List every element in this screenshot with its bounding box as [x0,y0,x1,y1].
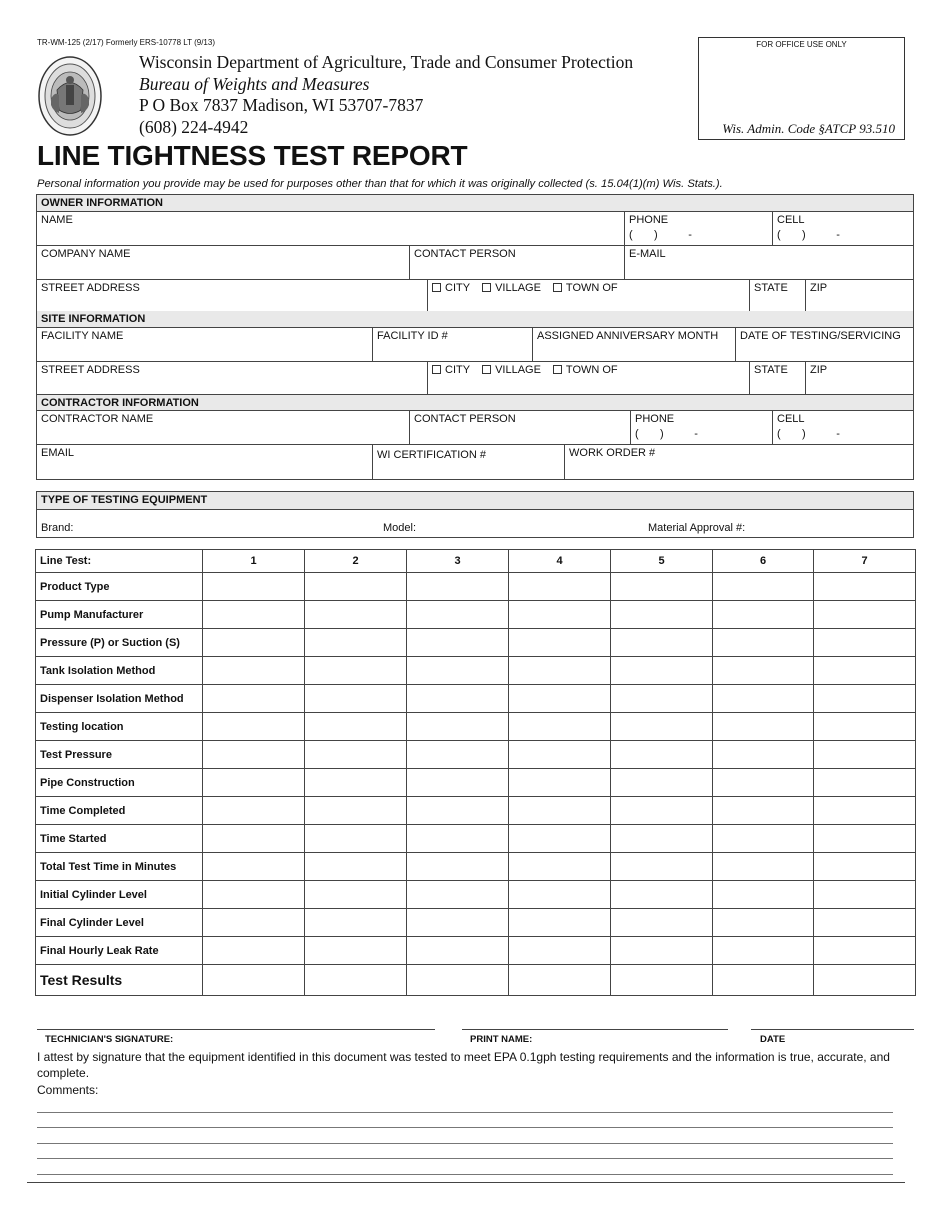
owner-company-field[interactable] [37,246,409,279]
comment-line[interactable] [37,1174,893,1175]
owner-information-section [36,194,914,315]
wisconsin-seal-icon [37,55,103,137]
contractor-name-label: CONTRACTOR NAME [41,413,154,425]
table-row [36,965,916,996]
table-cell[interactable] [713,601,814,629]
owner-phone-field[interactable] [624,212,772,245]
row-label: Pipe Construction [36,769,203,797]
date-line[interactable] [751,1029,914,1030]
table-cell[interactable] [814,853,916,881]
table-cell[interactable] [713,685,814,713]
row-label: Tank Isolation Method [36,657,203,685]
owner-street-field[interactable] [37,280,427,314]
table-cell[interactable] [611,629,713,657]
table-cell[interactable] [203,629,305,657]
checkbox-icon[interactable] [553,365,562,374]
checkbox-icon[interactable] [482,283,491,292]
table-row [36,685,916,713]
table-cell[interactable] [203,937,305,965]
table-cell[interactable] [305,825,407,853]
contractor-email-label: EMAIL [41,447,75,459]
table-cell[interactable] [203,881,305,909]
table-cell[interactable] [407,601,509,629]
table-cell[interactable] [407,881,509,909]
owner-municipality-field [427,280,749,314]
owner-row-company [37,246,913,280]
table-cell[interactable] [611,853,713,881]
owner-zip-field[interactable] [805,280,913,314]
contractor-phone-mask: ( ) - [635,428,698,440]
owner-town-option[interactable] [553,282,618,294]
table-cell[interactable] [814,573,916,601]
equipment-model-label: Model: [383,522,417,534]
site-section-heading: SITE INFORMATION [37,311,913,328]
equipment-brand-label: Brand: [41,522,74,534]
owner-name-field[interactable] [37,212,624,245]
site-facility-id-field[interactable] [372,328,532,361]
agency-phone: (608) 224-4942 [139,116,249,137]
table-cell[interactable] [713,825,814,853]
owner-street-label: STREET ADDRESS [41,282,140,294]
admin-code: Wis. Admin. Code §ATCP 93.510 [722,121,895,136]
table-cell[interactable] [305,881,407,909]
site-anniversary-field[interactable] [532,328,735,361]
site-anniversary-label: ASSIGNED ANNIVERSARY MONTH [537,330,719,342]
row-label: Product Type [36,573,203,601]
site-state-field[interactable] [749,362,805,396]
table-cell[interactable] [203,601,305,629]
table-cell[interactable] [509,825,611,853]
row-label: Testing location [36,713,203,741]
comments-label: Comments: [37,1083,99,1097]
table-cell[interactable] [713,881,814,909]
site-town-label: TOWN OF [565,364,618,376]
table-cell[interactable] [407,825,509,853]
table-cell[interactable] [509,713,611,741]
site-zip-field[interactable] [805,362,913,396]
table-cell[interactable] [203,825,305,853]
comment-line[interactable] [37,1158,893,1159]
owner-contact-label: CONTACT PERSON [414,248,516,260]
owner-village-option[interactable] [482,282,541,294]
table-cell[interactable] [713,573,814,601]
owner-city-option[interactable] [432,282,470,294]
site-village-option[interactable] [482,364,541,376]
contractor-information-section [36,394,914,480]
testing-equipment-section [36,491,914,538]
table-cell[interactable] [713,741,814,769]
contractor-name-field[interactable] [37,411,409,444]
table-cell[interactable] [203,853,305,881]
table-row [36,713,916,741]
table-row [36,797,916,825]
table-cell[interactable] [203,713,305,741]
table-cell[interactable] [305,909,407,937]
table-cell[interactable] [713,937,814,965]
table-cell[interactable] [611,713,713,741]
table-row [36,629,916,657]
table-cell[interactable] [814,713,916,741]
site-information-section [36,311,914,397]
table-cell[interactable] [305,601,407,629]
table-cell[interactable] [814,825,916,853]
table-cell[interactable] [203,657,305,685]
table-cell[interactable] [203,573,305,601]
table-cell[interactable] [305,685,407,713]
office-use-box [698,37,905,140]
table-cell[interactable] [509,741,611,769]
agency-address: P O Box 7837 Madison, WI 53707-7837 [139,95,424,115]
equipment-brand-field[interactable] [41,522,73,534]
table-cell[interactable] [814,797,916,825]
owner-company-label: COMPANY NAME [41,248,131,260]
contractor-contact-label: CONTACT PERSON [414,413,516,425]
contractor-cell-field[interactable] [772,411,913,444]
table-cell[interactable] [509,937,611,965]
table-cell[interactable] [611,797,713,825]
table-cell[interactable] [611,657,713,685]
table-cell[interactable] [509,685,611,713]
owner-state-field[interactable] [749,280,805,314]
table-cell[interactable] [713,965,814,996]
site-facility-id-label: FACILITY ID # [377,330,448,342]
table-cell[interactable] [713,797,814,825]
table-cell[interactable] [203,909,305,937]
table-row [36,853,916,881]
contractor-work-order-field[interactable] [564,445,913,479]
site-facility-name-field[interactable] [37,328,372,361]
table-cell[interactable] [814,881,916,909]
table-cell[interactable] [203,797,305,825]
table-row [36,909,916,937]
table-cell[interactable] [305,573,407,601]
owner-phone-label: PHONE [629,214,669,226]
table-cell[interactable] [305,965,407,996]
owner-email-label: E-MAIL [629,248,666,260]
page-title: LINE TIGHTNESS TEST REPORT [37,140,468,171]
table-cell[interactable] [611,741,713,769]
table-cell[interactable] [203,965,305,996]
table-cell[interactable] [611,937,713,965]
table-cell[interactable] [509,769,611,797]
agency-block [139,52,633,138]
bureau-name: Bureau of Weights and Measures [139,73,370,94]
table-cell[interactable] [814,657,916,685]
equipment-approval-label: Material Approval #: [648,522,746,534]
contractor-phone-field[interactable] [630,411,772,444]
table-cell[interactable] [611,909,713,937]
table-cell[interactable] [407,965,509,996]
site-street-field[interactable] [37,362,427,396]
office-use-label: FOR OFFICE USE ONLY [756,40,847,49]
site-city-label: CITY [445,364,471,376]
print-name-line[interactable] [462,1029,728,1030]
site-city-option[interactable] [432,364,470,376]
table-cell[interactable] [814,937,916,965]
table-row [36,601,916,629]
table-cell[interactable] [407,657,509,685]
site-date-testing-field[interactable] [735,328,913,361]
table-cell[interactable] [509,629,611,657]
table-row [36,937,916,965]
owner-phone-mask: ( ) - [629,229,692,241]
owner-section-heading: OWNER INFORMATION [37,195,913,212]
line-test-column-header: 1 [203,550,305,573]
row-label: Time Completed [36,797,203,825]
table-cell[interactable] [814,965,916,996]
owner-cell-mask: ( ) - [777,229,840,241]
site-municipality-field [427,362,749,396]
table-cell[interactable] [407,853,509,881]
table-cell[interactable] [305,741,407,769]
owner-contact-field[interactable] [409,246,624,279]
contractor-cell-mask: ( ) - [777,428,840,440]
site-zip-label: ZIP [810,364,828,376]
owner-email-field[interactable] [624,246,913,279]
contractor-work-order-label: WORK ORDER # [569,447,656,459]
checkbox-icon[interactable] [432,283,441,292]
table-cell[interactable] [611,601,713,629]
table-row [36,657,916,685]
table-cell[interactable] [611,965,713,996]
comment-line[interactable] [37,1143,893,1144]
contractor-row-name [37,411,913,445]
table-cell[interactable] [305,937,407,965]
table-cell[interactable] [305,657,407,685]
owner-zip-label: ZIP [810,282,828,294]
table-cell[interactable] [305,713,407,741]
line-test-column-header: 5 [611,550,713,573]
line-test-column-header: 7 [814,550,916,573]
site-row-address [37,362,913,396]
owner-row-address [37,280,913,314]
owner-city-label: CITY [445,282,471,294]
table-cell[interactable] [509,657,611,685]
table-cell[interactable] [305,629,407,657]
line-test-column-header: 6 [713,550,814,573]
line-test-table [35,549,916,996]
table-cell[interactable] [713,713,814,741]
row-label: Pump Manufacturer [36,601,203,629]
contractor-cell-label: CELL [777,413,805,425]
table-cell[interactable] [814,601,916,629]
table-cell[interactable] [203,741,305,769]
table-cell[interactable] [203,685,305,713]
table-cell[interactable] [203,769,305,797]
table-cell[interactable] [509,853,611,881]
equipment-model-field[interactable] [383,522,416,534]
owner-cell-label: CELL [777,214,805,226]
table-row [36,881,916,909]
table-cell[interactable] [713,657,814,685]
bottom-rule [27,1182,905,1183]
site-date-testing-label: DATE OF TESTING/SERVICING [740,330,901,342]
table-header-row [36,550,916,573]
table-cell[interactable] [407,713,509,741]
contractor-phone-label: PHONE [635,413,675,425]
table-cell[interactable] [814,685,916,713]
table-cell[interactable] [611,825,713,853]
contractor-certification-label: WI CERTIFICATION # [377,449,486,461]
table-cell[interactable] [407,909,509,937]
checkbox-icon[interactable] [432,365,441,374]
table-cell[interactable] [611,881,713,909]
table-cell[interactable] [509,909,611,937]
table-cell[interactable] [407,937,509,965]
row-label: Final Cylinder Level [36,909,203,937]
equipment-approval-field[interactable] [648,522,745,534]
table-cell[interactable] [509,881,611,909]
line-test-body [36,573,916,996]
site-facility-name-label: FACILITY NAME [41,330,124,342]
table-row [36,825,916,853]
owner-cell-field[interactable] [772,212,913,245]
table-cell[interactable] [305,853,407,881]
table-cell[interactable] [611,573,713,601]
table-cell[interactable] [305,797,407,825]
contractor-row-email [37,445,913,479]
table-cell[interactable] [407,769,509,797]
agency-name: Wisconsin Department of Agriculture, Trade and Consumer Protection [139,52,634,72]
row-label: Test Pressure [36,741,203,769]
table-cell[interactable] [814,769,916,797]
table-row [36,769,916,797]
line-test-column-header: 2 [305,550,407,573]
contractor-email-field[interactable] [37,445,372,479]
table-cell[interactable] [509,573,611,601]
checkbox-icon[interactable] [482,365,491,374]
table-cell[interactable] [611,769,713,797]
table-cell[interactable] [509,601,611,629]
owner-row-name [37,212,913,246]
date-label: DATE [760,1034,786,1045]
form-number: TR-WM-125 (2/17) Formerly ERS-10778 LT (9/13) [37,38,215,47]
attestation-text: I attest by signature that the equipment identified in this document was tested to meet EPA 0.1gph testing requirements and the information is true, accurate, and complete. [37,1050,890,1080]
technician-signature-line[interactable] [37,1029,435,1030]
privacy-notice: Personal information you provide may be used for purposes other than that for which it was originally collected (s. 15.04(1)(m) Wis. Stats.). [37,178,723,190]
site-village-label: VILLAGE [495,364,541,376]
row-label: Final Hourly Leak Rate [36,937,203,965]
checkbox-icon[interactable] [553,283,562,292]
table-cell[interactable] [814,741,916,769]
row-label: Initial Cylinder Level [36,881,203,909]
owner-name-label: NAME [41,214,73,226]
owner-town-label: TOWN OF [565,282,618,294]
site-state-label: STATE [754,364,788,376]
contractor-certification-field[interactable] [372,445,564,479]
technician-signature-label: TECHNICIAN'S SIGNATURE: [45,1034,174,1045]
table-cell[interactable] [407,741,509,769]
table-cell[interactable] [509,797,611,825]
comment-line[interactable] [37,1112,893,1113]
table-cell[interactable] [509,965,611,996]
owner-state-label: STATE [754,282,788,294]
comment-line[interactable] [37,1127,893,1128]
table-cell[interactable] [407,629,509,657]
table-cell[interactable] [814,629,916,657]
line-test-column-header: 4 [509,550,611,573]
row-label: Time Started [36,825,203,853]
row-label: Total Test Time in Minutes [36,853,203,881]
line-test-corner: Line Test: [36,550,203,573]
table-cell[interactable] [713,769,814,797]
row-label: Dispenser Isolation Method [36,685,203,713]
owner-village-label: VILLAGE [495,282,541,294]
table-cell[interactable] [407,573,509,601]
table-cell[interactable] [814,909,916,937]
site-street-label: STREET ADDRESS [41,364,140,376]
row-label: Pressure (P) or Suction (S) [36,629,203,657]
contractor-section-heading: CONTRACTOR INFORMATION [37,394,913,411]
table-cell[interactable] [407,685,509,713]
site-row-facility [37,328,913,362]
table-row [36,573,916,601]
contractor-contact-field[interactable] [409,411,630,444]
table-cell[interactable] [407,797,509,825]
table-cell[interactable] [611,685,713,713]
equipment-section-heading: TYPE OF TESTING EQUIPMENT [37,492,913,510]
row-label: Test Results [36,965,203,996]
table-row [36,741,916,769]
line-test-column-header: 3 [407,550,509,573]
table-cell[interactable] [305,769,407,797]
print-name-label: PRINT NAME: [470,1034,533,1045]
table-cell[interactable] [713,853,814,881]
table-cell[interactable] [713,629,814,657]
site-town-option[interactable] [553,364,618,376]
table-cell[interactable] [713,909,814,937]
